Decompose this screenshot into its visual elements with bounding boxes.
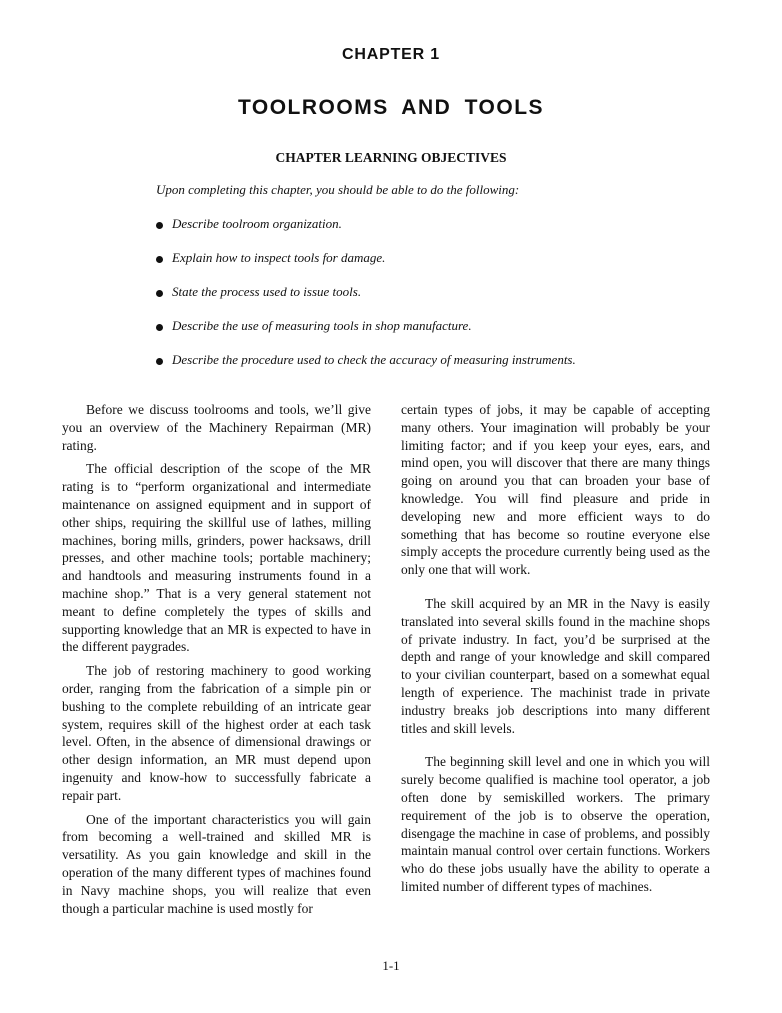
objective-text: Explain how to inspect tools for damage. [172, 250, 386, 265]
objective-text: Describe the procedure used to check the accuracy of measuring instruments. [172, 352, 576, 367]
bullet-icon [156, 256, 163, 263]
objectives-heading: CHAPTER LEARNING OBJECTIVES [275, 150, 507, 165]
objective-text: Describe the use of measuring tools in shop manufacture. [172, 318, 472, 333]
right-column [401, 401, 710, 902]
chapter-title: TOOLROOMS AND TOOLS [237, 96, 545, 119]
body-paragraph: The beginning skill level and one in which you will surely become qualified is machine tool operator, a job often done by semiskilled workers. The primary requirement of the job is to observe the operation, disengage the machine in case of problems, and possibly maintain manual control over certain functions. Workers who do these jobs usually have the ability to operate a limited number of different types of machines. [401, 754, 710, 894]
left-column [62, 401, 371, 923]
objectives-intro: Upon completing this chapter, you should be able to do the following: [156, 182, 520, 197]
page-number: 1-1 [382, 958, 400, 973]
body-paragraph-continuation: certain types of jobs, it may be capable of accepting many others. Your imagination will probably be your limiting factor; and if you keep your eyes, ears, and mind open, you will discover that there are many things going on around you that can broaden your base of knowledge. You will find pleasure and pride in developing new and more efficient ways to do something that has become so routine everyone else simply accepts the procedure currently being used as the only one that will work. [401, 402, 710, 578]
bullet-icon [156, 222, 163, 229]
objective-text: State the process used to issue tools. [172, 284, 362, 299]
body-paragraph: Before we discuss toolrooms and tools, we’ll give you an overview of the Machinery Repairman (MR) rating. [62, 402, 371, 453]
objective-item [156, 284, 576, 318]
body-paragraph: The skill acquired by an MR in the Navy is easily translated into several skills found in the machine shops of private industry. In fact, you’d be surprised at the depth and range of your knowledge and skill compared to your civilian counterpart, based on a somewhat equal length of experience. The machinist trade in private industry breaks job descriptions into many different titles and skill levels. [401, 595, 710, 736]
bullet-icon [156, 358, 163, 365]
body-paragraph: The official description of the scope of the MR rating is to “perform organizational and intermediate maintenance on assigned equipment and in support of other ships, requiring the skillful use of lathes, milling machines, boring mills, grinders, power hacksaws, drill presses, and other machine tools; portable machinery; and handtools and measuring instruments found in a machine shop.” That is a very general statement not meant to define completely the types of skills and supporting knowledge that an MR is expected to have in the different paygrades. [62, 461, 371, 655]
bullet-icon [156, 324, 163, 331]
objective-item [156, 250, 576, 284]
objective-item [156, 216, 576, 250]
objective-item [156, 352, 576, 386]
chapter-label: CHAPTER 1 [342, 46, 440, 63]
body-paragraph: One of the important characteristics you will gain from becoming a well-trained and skilled MR is versatility. As you gain knowledge and skill in the operation of the many different types of machines found in Navy machine shops, you will realize that even though a particular machine is used mostly for [62, 811, 371, 916]
objectives-list [156, 216, 576, 386]
objective-text: Describe toolroom organization. [172, 216, 342, 231]
body-paragraph: The job of restoring machinery to good working order, ranging from the fabrication of a simple pin or bushing to the complete rebuilding of an intricate gear system, requires skill of the highest order at each task level. Often, in the absence of dimensional drawings or other design information, an MR must depend upon ingenuity and know-how to successfully fabricate a repair part. [62, 663, 371, 803]
objective-item [156, 318, 576, 352]
bullet-icon [156, 290, 163, 297]
